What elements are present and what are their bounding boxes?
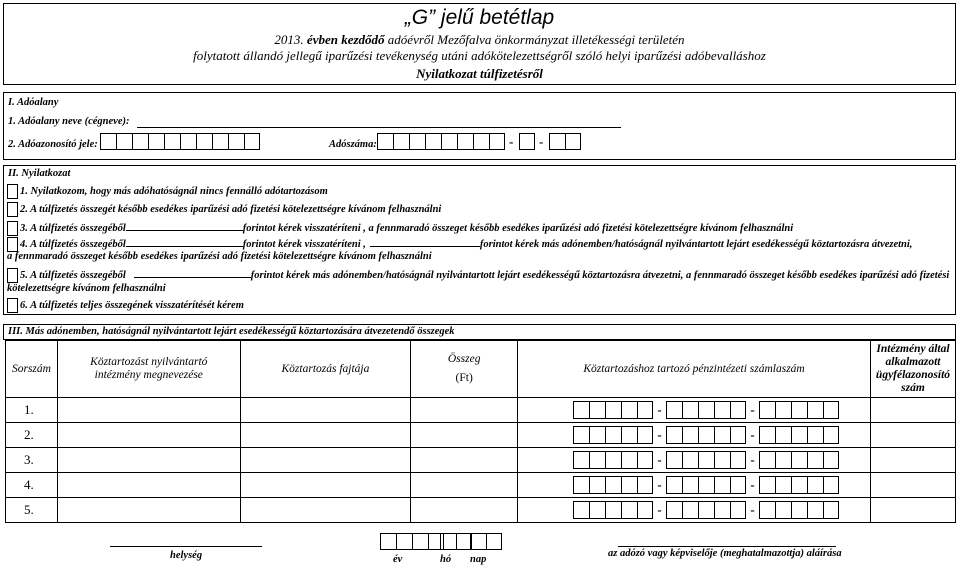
account-digit-cell[interactable]: [791, 401, 807, 419]
account-digit-cell[interactable]: [775, 451, 791, 469]
statement-3-text-b: forintot kérek visszatéríteni , a fennmaradó összeget később esedékes iparűzési adó fizetési kötelezettségre kívánom felhasználni: [242, 223, 794, 234]
account-digit-cell[interactable]: [589, 401, 605, 419]
account-dash: -: [750, 452, 755, 467]
statement-4-continuation: a fennmaradó összeget később esedékes iparűzési adó fizetési kötelezettségre kívánom felhasználni: [7, 251, 432, 262]
col-header-sorszam: Sorszám: [6, 341, 58, 398]
account-digit-cell[interactable]: [775, 401, 791, 419]
debt-row-account[interactable]: [518, 498, 871, 523]
debt-row-institution[interactable]: [57, 473, 240, 498]
year-suffix: adóévről Mezőfalva önkormányzat illetékességi területén: [384, 32, 685, 47]
col-header-azon-l4: szám: [901, 382, 925, 394]
col-header-fajta: Köztartozás fajtája: [240, 341, 411, 398]
statement-4-text-c: forintot kérek más adónemben/hatóságnál nyilvántartott lejárt esedékességű köztartozásra átvezetni,: [479, 239, 913, 250]
account-digit-cell[interactable]: [730, 501, 746, 519]
account-digit-cell[interactable]: [637, 451, 653, 469]
statement-6-checkbox[interactable]: [7, 298, 18, 313]
account-dash: -: [750, 502, 755, 517]
account-digit-cell[interactable]: [759, 501, 775, 519]
account-digit-cell[interactable]: [823, 476, 839, 494]
account-digit-cell[interactable]: [637, 476, 653, 494]
debt-row-client-id[interactable]: [870, 398, 955, 423]
date-year-field[interactable]: [380, 533, 444, 550]
statement-5: [7, 267, 949, 283]
account-number-cells[interactable]: [518, 473, 870, 497]
debt-row: [6, 398, 956, 423]
statement-3-text-a: 3. A túlfizetés összegéből: [20, 223, 126, 234]
col-header-intezmeny: [57, 341, 240, 398]
account-digit-cell[interactable]: [637, 401, 653, 419]
account-digit-cell[interactable]: [666, 451, 682, 469]
debt-row-account[interactable]: [518, 448, 871, 473]
account-digit-cell[interactable]: [759, 426, 775, 444]
debt-table-header: [6, 341, 956, 398]
debt-row: [6, 423, 956, 448]
account-digit-cell[interactable]: [714, 476, 730, 494]
statement-1-text: 1. Nyilatkozom, hogy más adóhatóságnál nincs fennálló adótartozásom: [20, 185, 328, 197]
date-day-field[interactable]: [470, 533, 502, 550]
debt-row-account[interactable]: [518, 423, 871, 448]
debt-row-number: 4.: [6, 473, 58, 498]
debt-row-institution[interactable]: [57, 423, 240, 448]
debt-row-amount[interactable]: [411, 423, 518, 448]
debt-row-amount[interactable]: [411, 448, 518, 473]
tax-number-dash2: -: [539, 134, 544, 149]
account-digit-cell[interactable]: [714, 426, 730, 444]
account-digit-cell[interactable]: [807, 476, 823, 494]
statement-4-amount-field-2[interactable]: [370, 236, 480, 247]
account-digit-cell[interactable]: [621, 476, 637, 494]
col-header-osszeg-l2: (Ft): [455, 372, 473, 384]
signature-field[interactable]: [618, 546, 836, 547]
tax-number-dash1: -: [509, 134, 514, 149]
statement-4-text-b: forintot kérek visszatéríteni ,: [242, 239, 366, 250]
tax-number-field-part1[interactable]: [377, 133, 505, 150]
account-digit-cell[interactable]: [682, 451, 698, 469]
col-header-azon-l2: alkalmazott: [885, 356, 941, 368]
tax-number-field-part3[interactable]: [549, 133, 581, 150]
section2-title: II. Nyilatkozat: [8, 168, 71, 179]
account-digit-cell[interactable]: [823, 451, 839, 469]
account-number-cells[interactable]: [518, 498, 870, 522]
debt-row-number: 2.: [6, 423, 58, 448]
account-digit-cell[interactable]: [698, 426, 714, 444]
account-digit-cell[interactable]: [730, 401, 746, 419]
date-day-label: nap: [470, 554, 487, 565]
place-label: helység: [170, 550, 203, 561]
account-number-cells[interactable]: [518, 448, 870, 472]
account-digit-cell[interactable]: [589, 501, 605, 519]
statement-6: [7, 298, 244, 313]
date-month-label: hó: [440, 554, 452, 565]
statement-2-text: 2. A túlfizetés összegét később esedékes iparűzési adó fizetési kötelezettségre kívánom felhasználni: [20, 203, 442, 215]
account-digit-cell[interactable]: [682, 501, 698, 519]
account-digit-cell[interactable]: [573, 426, 589, 444]
account-digit-cell[interactable]: [714, 501, 730, 519]
debt-row-client-id[interactable]: [870, 448, 955, 473]
account-digit-cell[interactable]: [730, 451, 746, 469]
tax-id-label: 2. Adóazonosító jele:: [8, 139, 98, 150]
statement-4-amount-field-1[interactable]: [126, 236, 243, 247]
debt-row-amount[interactable]: [411, 498, 518, 523]
account-dash: -: [657, 402, 662, 417]
debt-table: [5, 340, 956, 523]
account-digit-cell[interactable]: [698, 451, 714, 469]
account-digit-cell[interactable]: [589, 476, 605, 494]
statement-2: [7, 202, 441, 217]
account-number-cells[interactable]: [518, 398, 870, 422]
account-digit-cell[interactable]: [807, 426, 823, 444]
col-header-szamla: Köztartozáshoz tartozó pénzintézeti számlaszám: [518, 341, 871, 398]
debt-row-client-id[interactable]: [870, 423, 955, 448]
account-digit-cell[interactable]: [666, 476, 682, 494]
debt-row: [6, 448, 956, 473]
account-digit-cell[interactable]: [637, 426, 653, 444]
account-digit-cell[interactable]: [791, 426, 807, 444]
statement-4: [7, 236, 912, 252]
section3-title: III. Más adónemben, hatóságnál nyilvántartott lejárt esedékességű köztartozására átvezetendő összegek: [8, 326, 455, 337]
account-dash: -: [657, 452, 662, 467]
debt-row-type[interactable]: [240, 423, 411, 448]
debt-row-client-id[interactable]: [870, 498, 955, 523]
debt-row-type[interactable]: [240, 398, 411, 423]
debt-row-institution[interactable]: [57, 448, 240, 473]
section1-title: I. Adóalany: [8, 97, 59, 108]
account-digit-cell[interactable]: [666, 501, 682, 519]
statement-3-amount-field[interactable]: [126, 220, 243, 231]
account-digit-cell[interactable]: [682, 401, 698, 419]
account-digit-cell[interactable]: [589, 426, 605, 444]
account-digit-cell[interactable]: [807, 401, 823, 419]
statement-3-checkbox[interactable]: [7, 221, 18, 236]
account-dash: -: [657, 427, 662, 442]
account-dash: -: [750, 402, 755, 417]
debt-row-type[interactable]: [240, 448, 411, 473]
debt-row-institution[interactable]: [57, 498, 240, 523]
debt-row-client-id[interactable]: [870, 473, 955, 498]
col-header-azon-l3: ügyfélazonosító: [875, 369, 951, 381]
debt-row-type[interactable]: [240, 473, 411, 498]
account-digit-cell[interactable]: [682, 426, 698, 444]
account-digit-cell[interactable]: [666, 426, 682, 444]
account-digit-cell[interactable]: [823, 426, 839, 444]
statement-3: [7, 220, 793, 236]
account-digit-cell[interactable]: [775, 501, 791, 519]
account-digit-cell[interactable]: [698, 501, 714, 519]
account-digit-cell[interactable]: [714, 451, 730, 469]
form-subtitle-line2: folytatott állandó jellegű iparűzési tevékenység utáni adókötelezettségről szóló helyi iparűzési adóbevalláshoz: [193, 48, 766, 63]
debt-row-amount[interactable]: [411, 398, 518, 423]
account-digit-cell[interactable]: [791, 451, 807, 469]
account-digit-cell[interactable]: [791, 476, 807, 494]
account-digit-cell[interactable]: [759, 476, 775, 494]
statement-4-text-a: 4. A túlfizetés összegéből: [20, 239, 126, 250]
form-subtitle-line3: Nyilatkozat túlfizetésről: [416, 66, 543, 81]
form-subtitle-line1: [0, 32, 959, 48]
debt-row-number: 3.: [6, 448, 58, 473]
account-digit-cell[interactable]: [621, 426, 637, 444]
account-digit-cell[interactable]: [621, 501, 637, 519]
account-digit-cell[interactable]: [621, 451, 637, 469]
account-digit-cell[interactable]: [573, 401, 589, 419]
statement-5-checkbox[interactable]: [7, 268, 18, 283]
account-dash: -: [750, 477, 755, 492]
account-digit-cell[interactable]: [714, 401, 730, 419]
account-digit-cell[interactable]: [573, 501, 589, 519]
statement-5-amount-field[interactable]: [134, 267, 251, 278]
col-header-azonosito: [870, 341, 955, 398]
account-digit-cell[interactable]: [589, 451, 605, 469]
account-digit-cell[interactable]: [682, 476, 698, 494]
col-header-azon-l1: Intézmény által: [876, 343, 950, 355]
form-title: „G” jelű betétlap: [404, 6, 555, 29]
account-digit-cell[interactable]: [775, 426, 791, 444]
account-number-cells[interactable]: [518, 423, 870, 447]
debt-row-type[interactable]: [240, 498, 411, 523]
debt-row: [6, 473, 956, 498]
statement-5-text-b: forintot kérek más adónemben/hatóságnál nyilvántartott lejárt esedékességű köztartozásra átvezetni, a fennmaradó összeget később esedékes iparűzési adó fizetési: [250, 270, 950, 281]
account-dash: -: [657, 477, 662, 492]
year-bold: évben kezdődő: [303, 32, 385, 47]
place-field[interactable]: [110, 546, 262, 547]
taxpayer-name-field[interactable]: [137, 127, 621, 128]
account-digit-cell[interactable]: [698, 476, 714, 494]
statement-5-text-a: 5. A túlfizetés összegéből: [20, 270, 126, 281]
account-digit-cell[interactable]: [605, 401, 621, 419]
account-digit-cell[interactable]: [807, 501, 823, 519]
statement-1: [7, 184, 328, 199]
account-digit-cell[interactable]: [823, 401, 839, 419]
account-digit-cell[interactable]: [791, 501, 807, 519]
account-digit-cell[interactable]: [573, 451, 589, 469]
account-digit-cell[interactable]: [573, 476, 589, 494]
debt-row-account[interactable]: [518, 473, 871, 498]
signature-label: az adózó vagy képviselője (meghatalmazottja) aláírása: [608, 548, 842, 559]
tax-id-field[interactable]: [100, 133, 260, 150]
col-header-intezmeny-l2: intézmény megnevezése: [94, 369, 203, 381]
tax-number-label: Adószáma:: [329, 139, 377, 150]
account-digit-cell[interactable]: [605, 426, 621, 444]
account-digit-cell[interactable]: [823, 501, 839, 519]
col-header-intezmeny-l1: Köztartozást nyilvántartó: [90, 356, 208, 368]
account-digit-cell[interactable]: [621, 401, 637, 419]
tax-number-field-part2[interactable]: [519, 133, 535, 150]
account-digit-cell[interactable]: [605, 501, 621, 519]
debt-row: [6, 498, 956, 523]
taxpayer-name-label: 1. Adóalany neve (cégneve):: [8, 116, 130, 127]
date-year-label: év: [393, 554, 403, 565]
col-header-osszeg-l1: Összeg: [447, 353, 481, 365]
account-digit-cell[interactable]: [807, 451, 823, 469]
statement-5-continuation: kötelezettségre kívánom felhasználni: [7, 283, 166, 294]
debt-row-institution[interactable]: [57, 398, 240, 423]
account-digit-cell[interactable]: [698, 401, 714, 419]
statement-4-checkbox[interactable]: [7, 237, 18, 252]
debt-row-number: 5.: [6, 498, 58, 523]
account-dash: -: [750, 427, 755, 442]
date-month-field[interactable]: [440, 533, 472, 550]
statement-6-text: 6. A túlfizetés teljes összegének visszatérítését kérem: [20, 299, 244, 311]
statement-1-checkbox[interactable]: [7, 184, 18, 199]
account-dash: -: [657, 502, 662, 517]
debt-row-number: 1.: [6, 398, 58, 423]
debt-row-account[interactable]: [518, 398, 871, 423]
account-digit-cell[interactable]: [730, 426, 746, 444]
account-digit-cell[interactable]: [605, 451, 621, 469]
debt-row-amount[interactable]: [411, 473, 518, 498]
account-digit-cell[interactable]: [666, 401, 682, 419]
account-digit-cell[interactable]: [759, 401, 775, 419]
account-digit-cell[interactable]: [605, 476, 621, 494]
account-digit-cell[interactable]: [759, 451, 775, 469]
account-digit-cell[interactable]: [775, 476, 791, 494]
year-prefix: 2013.: [274, 32, 304, 47]
col-header-osszeg: [411, 341, 518, 398]
statement-2-checkbox[interactable]: [7, 202, 18, 217]
account-digit-cell[interactable]: [730, 476, 746, 494]
account-digit-cell[interactable]: [637, 501, 653, 519]
